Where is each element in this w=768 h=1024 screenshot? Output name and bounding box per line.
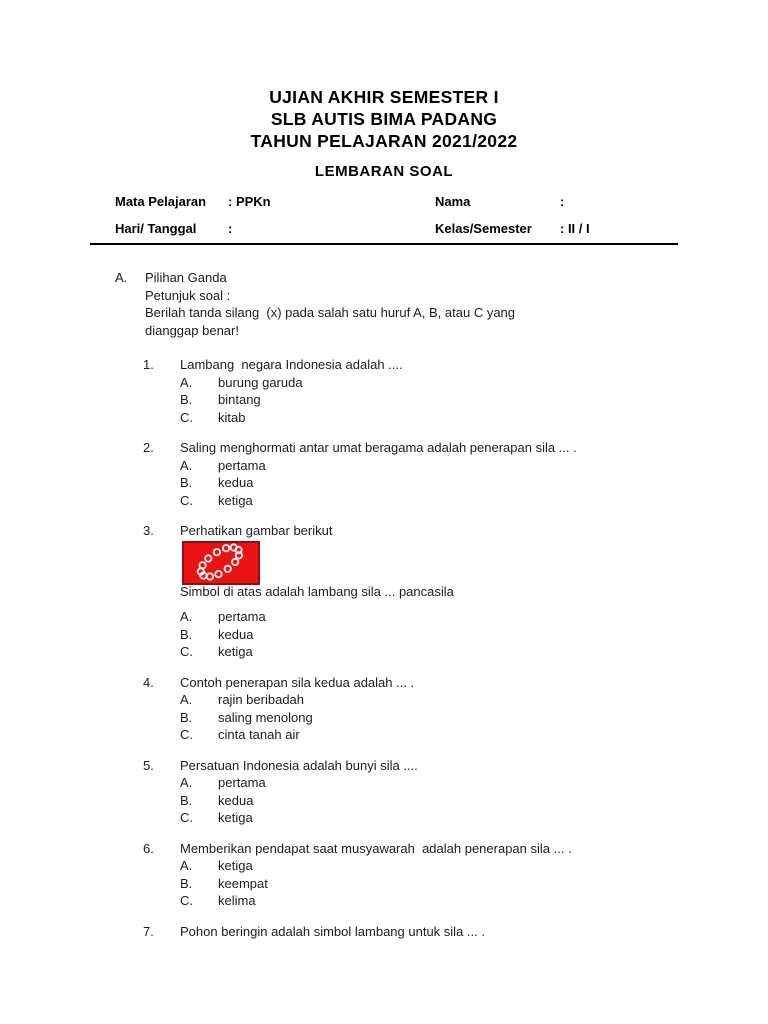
section-a-body [145,269,627,339]
option-letter: B. [180,709,193,725]
day-date-value: : [228,221,233,236]
question-3-options [180,608,698,661]
question-7 [143,923,698,941]
question-7-body [180,923,698,941]
question-4 [143,674,698,744]
question-5 [143,757,698,827]
option-letter: C. [180,727,193,742]
subject-label: Mata Pelajaran [115,194,207,209]
section-a-letter: A. [115,270,128,285]
section-a-title: Pilihan Ganda [145,270,227,285]
option-letter: B. [180,626,193,642]
option-letter: C. [180,492,193,508]
question-4-option-a [180,691,698,709]
question-2-option-a [180,457,698,475]
exam-title-block [0,0,768,152]
question-4-text: Contoh penerapan sila kedua adalah ... . [180,674,415,690]
question-list [143,356,698,940]
question-2-text: Saling menghormati antar umat beragama adalah penerapan sila ... . [180,440,577,455]
section-a-instruction-heading: Petunjuk soal : [145,287,231,303]
option-text: pertama [218,609,266,624]
question-6-option-b [180,875,698,893]
option-text: kedua [218,626,254,642]
question-2-option-b [180,474,698,492]
chain-symbol-image [182,541,260,585]
option-letter: A. [180,609,193,624]
exam-title-line-3: TAHUN PELAJARAN 2021/2022 [250,131,518,151]
subject-value: : PPKn [228,194,271,209]
section-a-instruction-line-1: Berilah tanda silang (x) pada salah satu huruf A, B, atau C yang [145,305,516,320]
question-3-option-c [180,643,698,661]
option-text: kedua [218,792,254,808]
option-text: bintang [218,392,261,407]
option-text: ketiga [218,858,253,873]
option-text: pertama [218,457,266,473]
question-3-option-a [180,608,698,626]
option-text: ketiga [218,492,253,508]
option-text: pertama [218,775,266,790]
question-4-option-c [180,726,698,744]
name-value: : [560,194,565,209]
option-text: kelima [218,893,256,908]
question-5-option-b [180,792,698,810]
option-letter: C. [180,810,193,825]
option-letter: A. [180,775,193,790]
question-1-text: Lambang negara Indonesia adalah .... [180,357,403,372]
option-letter: A. [180,374,193,390]
option-letter: C. [180,893,193,908]
option-text: keempat [218,875,268,891]
name-label: Nama [435,194,471,209]
question-4-number: 4. [143,674,154,690]
question-1-option-a [180,374,698,392]
question-5-option-a [180,774,698,792]
question-7-number: 7. [143,923,154,939]
question-2-number: 2. [143,440,154,455]
question-6 [143,840,698,910]
question-1-option-c [180,409,698,427]
option-text: kitab [218,409,246,425]
option-letter: B. [180,392,193,407]
section-a [115,269,678,339]
option-text: ketiga [218,644,253,659]
question-3 [143,522,698,661]
question-3-caption: Simbol di atas adalah lambang sila ... pancasila [180,583,454,599]
info-row-1 [115,194,678,209]
question-3-body [180,522,698,661]
rantai-chain-icon [182,541,260,585]
option-text: rajin beribadah [218,692,305,707]
question-4-option-b [180,709,698,727]
class-semester-value: : II / I [560,221,590,236]
question-1-body [180,356,698,426]
question-3-option-b [180,626,698,644]
question-1 [143,356,698,426]
option-text: kedua [218,475,254,490]
exam-title-line-2: SLB AUTIS BIMA PADANG [270,109,498,129]
option-letter: A. [180,858,193,873]
section-a-instruction-line-2: dianggap benar! [145,322,239,338]
question-7-text: Pohon beringin adalah simbol lambang untuk sila ... . [180,923,485,939]
question-6-option-a [180,857,698,875]
option-letter: A. [180,692,193,707]
question-3-text: Perhatikan gambar berikut [180,523,333,538]
sheet-heading: LEMBARAN SOAL [314,163,454,180]
question-6-body [180,840,698,910]
question-1-number: 1. [143,357,154,372]
option-letter: C. [180,409,193,425]
question-5-body [180,757,698,827]
option-letter: B. [180,792,193,808]
option-text: ketiga [218,810,253,825]
question-6-option-c [180,892,698,910]
question-2 [143,439,698,509]
question-5-number: 5. [143,757,154,773]
option-letter: B. [180,875,193,891]
exam-title-line-1: UJIAN AKHIR SEMESTER I [269,87,499,107]
question-2-body [180,439,698,509]
option-text: burung garuda [218,374,303,390]
class-semester-label: Kelas/Semester [435,221,532,236]
question-6-number: 6. [143,840,154,856]
option-letter: B. [180,475,193,490]
info-row-2 [115,221,678,236]
option-text: saling menolong [218,709,313,725]
exam-info-block [90,194,678,245]
question-4-body [180,674,698,744]
option-letter: C. [180,644,193,659]
question-3-number: 3. [143,523,154,538]
question-1-option-b [180,391,698,409]
question-2-option-c [180,492,698,510]
question-5-text: Persatuan Indonesia adalah bunyi sila .... [180,757,418,773]
question-6-text: Memberikan pendapat saat musyawarah adalah penerapan sila ... . [180,840,572,856]
question-5-option-c [180,809,698,827]
day-date-label: Hari/ Tanggal [115,221,197,236]
option-text: cinta tanah air [218,727,300,742]
option-letter: A. [180,457,193,473]
